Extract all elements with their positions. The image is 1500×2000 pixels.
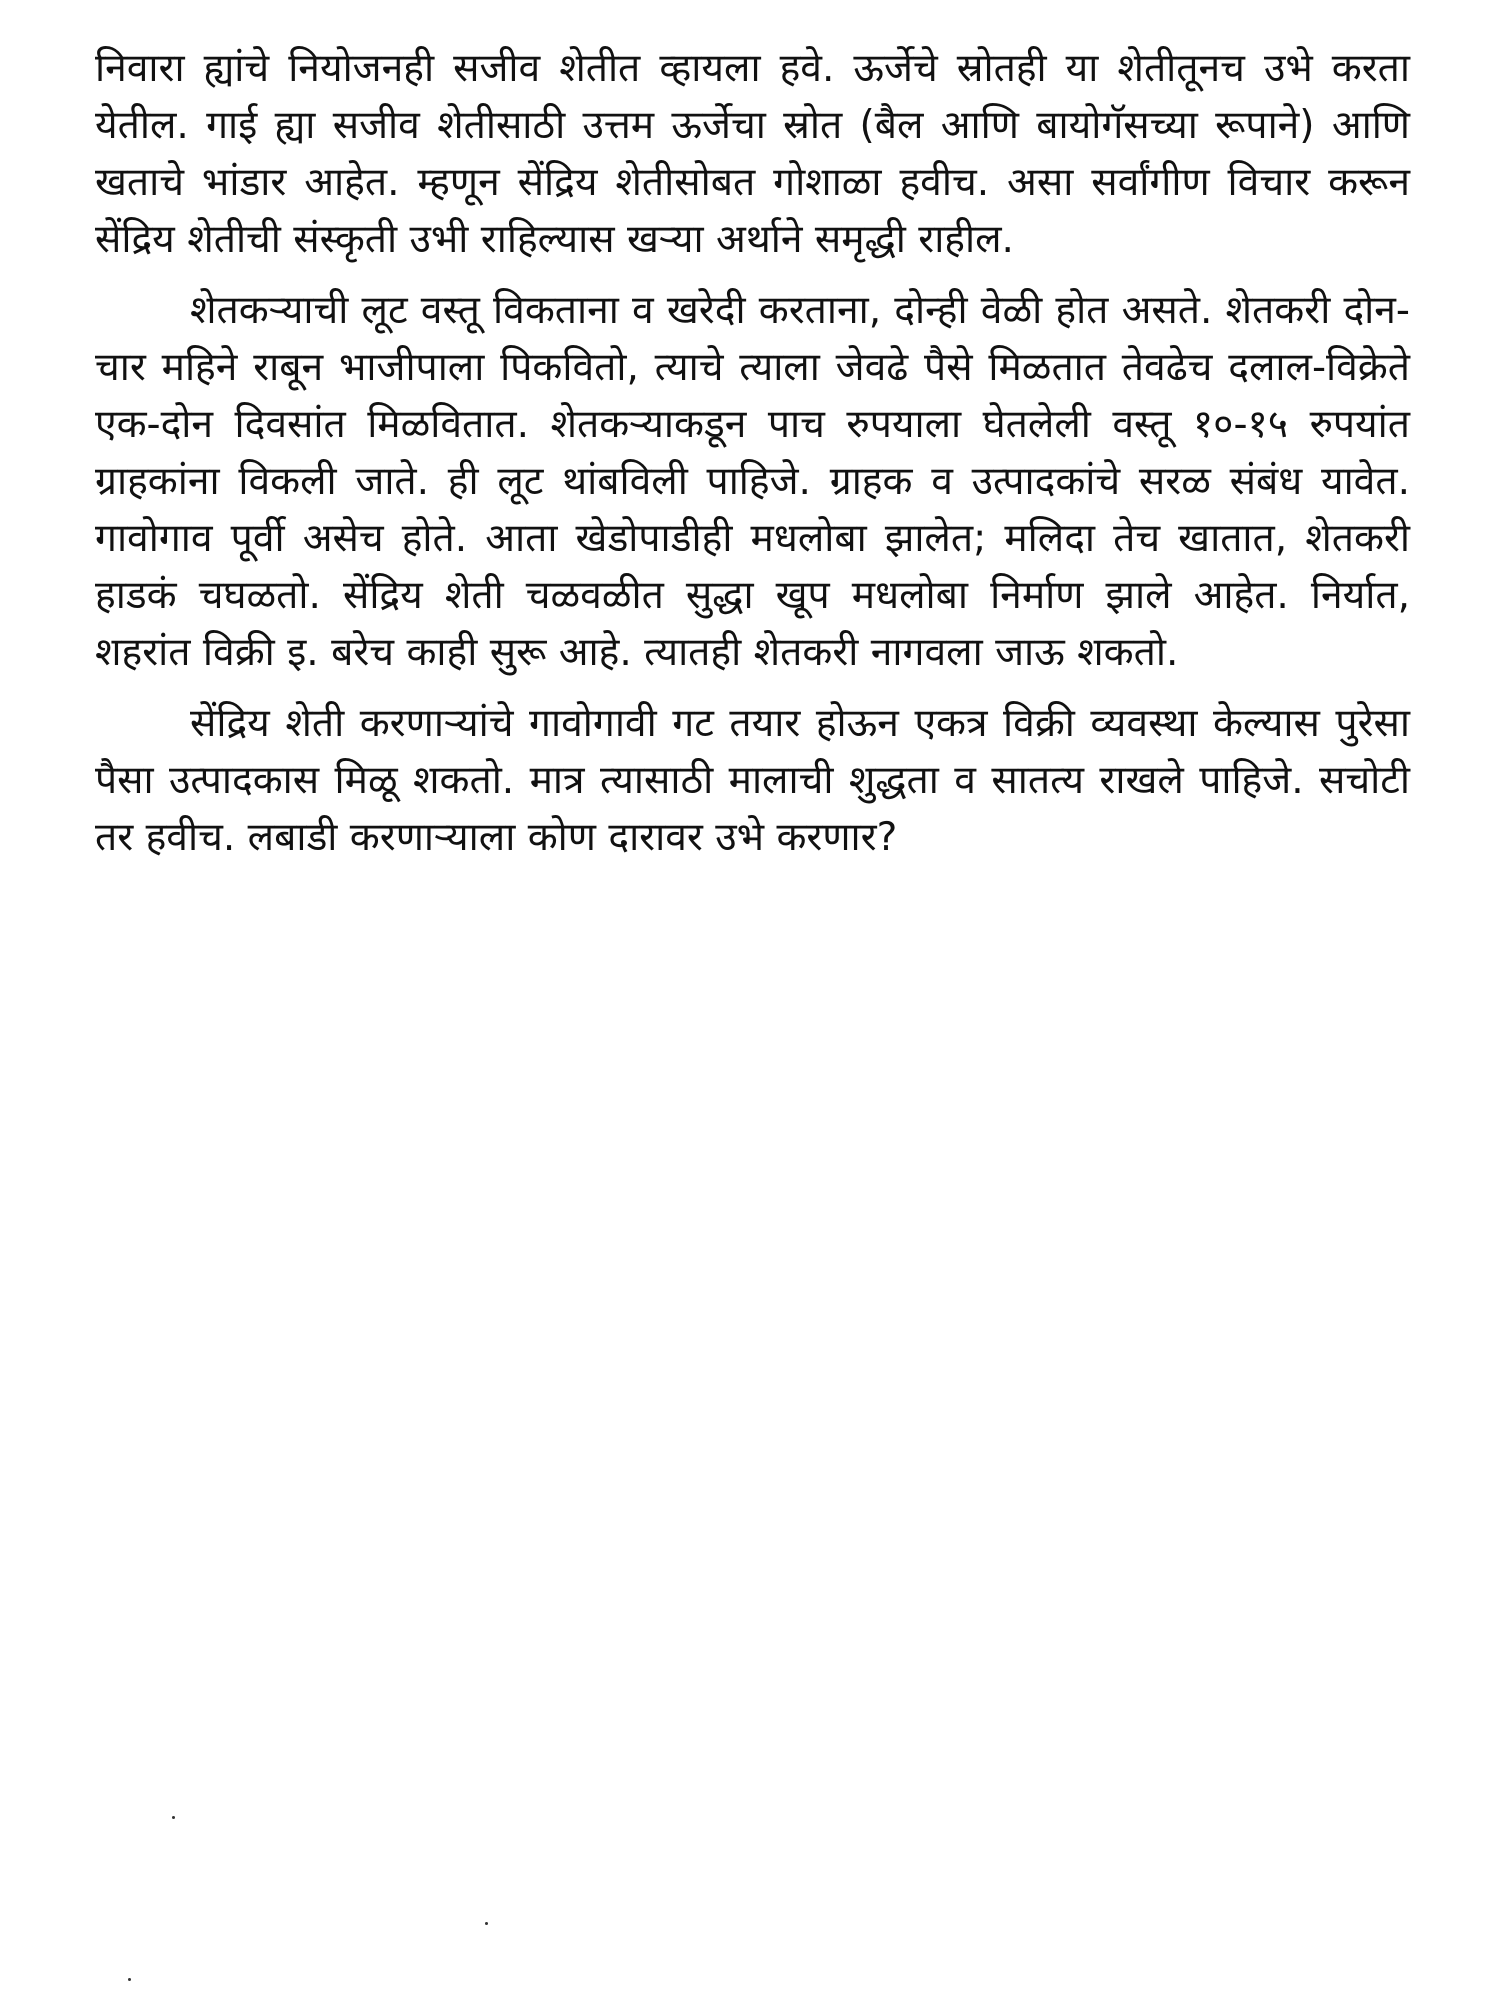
paragraph-group-selling: सेंद्रिय शेती करणाऱ्यांचे गावोगावी गट तयार होऊन एकत्र विक्री व्यवस्था केल्यास पुरेसा पैसा उत्पादकास मिळू शकतो. मात्र त्यासाठी मालाची शुद्धता व सातत्य राखले पाहिजे. सचोटी तर हवीच. लबाडी करणाऱ्याला कोण दारावर उभे करणार?: [95, 701, 1410, 860]
scan-speck: [128, 1978, 131, 1981]
scan-speck: [172, 1816, 175, 1819]
document-page: [95, 40, 1410, 866]
paragraph-continuation: निवारा ह्यांचे नियोजनही सजीव शेतीत व्हायला हवे. ऊर्जेचे स्रोतही या शेतीतूनच उभे करता येतील. गाई ह्या सजीव शेतीसाठी उत्तम ऊर्जेचा स्रोत (बैल आणि बायोगॅसच्या रूपाने) आणि खताचे भांडार आहेत. म्हणून सेंद्रिय शेतीसोबत गोशाळा हवीच. असा सर्वांगीण विचार करून सेंद्रिय शेतीची संस्कृती उभी राहिल्यास खऱ्या अर्थाने समृद्धी राहील.: [95, 46, 1410, 262]
scan-speck: [485, 1922, 488, 1925]
paragraph-farmer-exploitation: शेतकऱ्याची लूट वस्तू विकताना व खरेदी करताना, दोन्ही वेळी होत असते. शेतकरी दोन-चार महिने राबून भाजीपाला पिकवितो, त्याचे त्याला जेवढे पैसे मिळतात तेवढेच दलाल-विक्रेते एक-दोन दिवसांत मिळवितात. शेतकऱ्याकडून पाच रुपयाला घेतलेली वस्तू १०-१५ रुपयांत ग्राहकांना विकली जाते. ही लूट थांबविली पाहिजे. ग्राहक व उत्पादकांचे सरळ संबंध यावेत. गावोगाव पूर्वी असेच होते. आता खेडोपाडीही मधलोबा झालेत; मलिदा तेच खातात, शेतकरी हाडकं चघळतो. सेंद्रिय शेती चळवळीत सुद्धा खूप मधलोबा निर्माण झाले आहेत. निर्यात, शहरांत विक्री इ. बरेच काही सुरू आहे. त्यातही शेतकरी नागवला जाऊ शकतो.: [95, 288, 1410, 675]
